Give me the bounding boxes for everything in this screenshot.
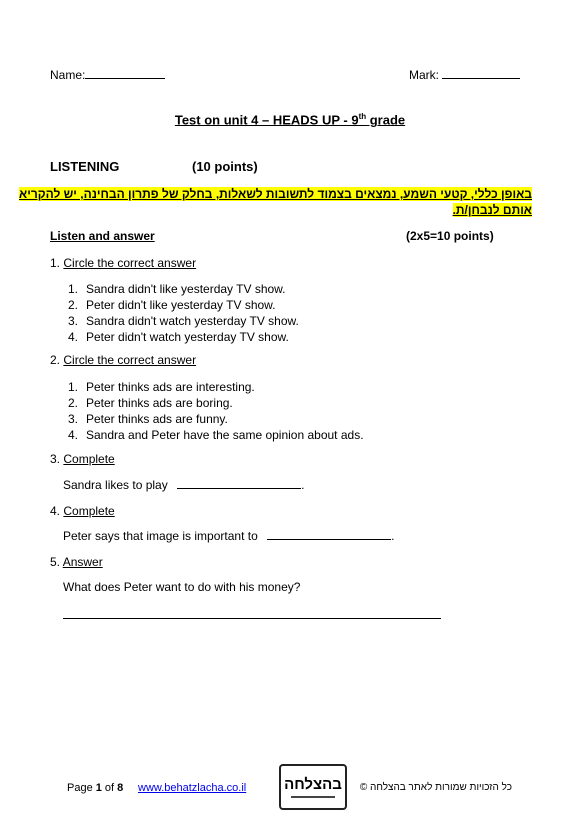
question-4-header <box>50 504 115 518</box>
question-3-blank[interactable] <box>177 488 301 489</box>
question-4-end: . <box>391 529 395 543</box>
question-3-sentence <box>63 478 304 492</box>
page-title <box>0 112 580 127</box>
listen-points: (2x5=10 points) <box>406 229 494 243</box>
question-4-instruction: Complete <box>63 504 115 518</box>
question-2-option-3[interactable] <box>68 411 364 427</box>
question-4-text: Peter says that image is important to <box>63 529 258 543</box>
title-main: Test on unit 4 – HEADS UP - 9 <box>174 112 359 128</box>
question-3-header <box>50 452 115 466</box>
name-label: Name: <box>50 68 86 82</box>
option-number: 3. <box>68 314 79 328</box>
page-indicator <box>67 782 123 794</box>
option-text: Sandra didn't watch yesterday TV show. <box>86 314 299 328</box>
option-number: 2. <box>68 396 79 410</box>
option-number: 2. <box>68 298 79 312</box>
listen-label: Listen and answer <box>50 229 155 243</box>
question-4-blank[interactable] <box>267 539 391 540</box>
logo-text: בהצלחה <box>284 776 342 793</box>
teacher-notice <box>19 186 532 218</box>
site-logo <box>279 764 347 810</box>
section-title: LISTENING <box>50 159 120 174</box>
page-number: 1 <box>95 782 102 794</box>
question-3-number: 3. <box>50 452 61 466</box>
option-text: Peter thinks ads are funny. <box>86 412 228 426</box>
question-5-answer-line[interactable] <box>63 618 441 619</box>
section-points: (10 points) <box>192 159 258 174</box>
copyright-notice: כל הזכויות שמורות לאתר בהצלחה © <box>359 782 512 793</box>
site-link[interactable]: www.behatzlacha.co.il <box>138 782 247 794</box>
question-3-instruction: Complete <box>63 452 115 466</box>
mark-field <box>409 68 520 82</box>
title-sup: th <box>358 112 367 121</box>
question-2-options <box>68 379 364 443</box>
notice-line-2: אותם לנבחן/ת. <box>452 203 532 217</box>
option-number: 1. <box>68 282 79 296</box>
title-rest: grade <box>366 112 406 128</box>
mark-blank[interactable] <box>442 78 520 79</box>
option-text: Peter thinks ads are boring. <box>86 396 233 410</box>
option-text: Sandra didn't like yesterday TV show. <box>86 282 286 296</box>
question-2-option-4[interactable] <box>68 427 364 443</box>
option-text: Peter didn't watch yesterday TV show. <box>86 330 289 344</box>
question-4-sentence <box>63 529 394 543</box>
option-text: Peter didn't like yesterday TV show. <box>86 298 276 312</box>
mark-label: Mark: <box>409 68 439 82</box>
question-2-header <box>50 353 196 367</box>
question-5-header <box>50 555 103 569</box>
notice-line-1: באופן כללי, קטעי השמע, נמצאים בצמוד לתשובות לשאלות, בחלק של פתרון הבחינה, יש להקריא <box>19 187 532 201</box>
question-1-option-4[interactable] <box>68 329 299 345</box>
question-2-option-2[interactable] <box>68 395 364 411</box>
option-text: Peter thinks ads are interesting. <box>86 380 255 394</box>
question-5-instruction: Answer <box>62 555 103 569</box>
option-number: 4. <box>68 330 79 344</box>
page-of: of <box>101 782 118 794</box>
question-2-option-1[interactable] <box>68 379 364 395</box>
question-3-end: . <box>301 478 305 492</box>
name-blank[interactable] <box>85 78 165 79</box>
question-1-header <box>50 256 196 270</box>
question-1-number: 1. <box>50 256 61 270</box>
question-1-instruction: Circle the correct answer <box>63 256 197 270</box>
option-text: Sandra and Peter have the same opinion about ads. <box>86 428 364 442</box>
page-total: 8 <box>117 782 124 794</box>
question-3-text: Sandra likes to play <box>63 478 168 492</box>
logo-frame <box>279 764 347 810</box>
question-1-option-3[interactable] <box>68 313 299 329</box>
question-2-number: 2. <box>50 353 61 367</box>
option-number: 4. <box>68 428 79 442</box>
page-prefix: Page <box>67 782 96 794</box>
question-1-option-1[interactable] <box>68 281 299 297</box>
name-field <box>50 68 165 82</box>
question-1-option-2[interactable] <box>68 297 299 313</box>
question-2-instruction: Circle the correct answer <box>63 353 197 367</box>
question-1-options <box>68 281 299 345</box>
question-5-number: 5. <box>50 555 61 569</box>
question-4-number: 4. <box>50 504 61 518</box>
section-heading <box>50 159 119 174</box>
option-number: 3. <box>68 412 79 426</box>
logo-underline <box>291 796 335 798</box>
option-number: 1. <box>68 380 79 394</box>
question-5-text: What does Peter want to do with his money? <box>63 580 301 594</box>
